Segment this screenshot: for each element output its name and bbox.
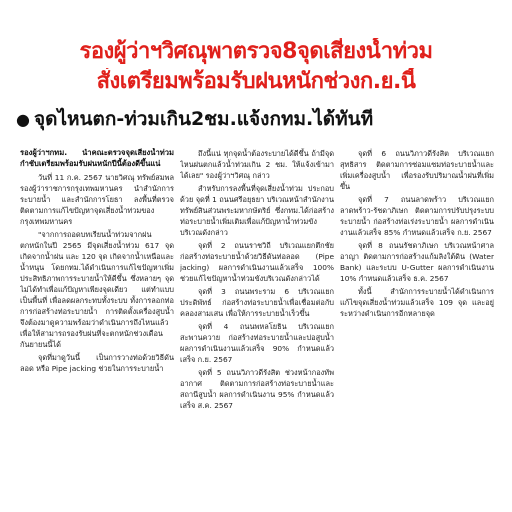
article-column-2 [180,148,334,512]
paragraph: จุดที่ 2 ถนนราชวิถี บริเวณแยกตึกชัย ก่อสร้างท่อระบายน้ำด้วยวิธีดันท่อลอด (Pipe jacking) ผลการดำเนินงานแล้วเสร็จ 100% ช่วยแก้ไขปัญหาน้ำท่วมขังบริเวณดังกล่าวได้ [180,241,334,283]
paragraph: "จากการถอดบทเรียนน้ำท่วมจากฝนตกหนักในปี 2565 มีจุดเสี่ยงน้ำท่วม 617 จุด เกิดจากน้ำฝน และ 120 จุด เกิดจากน้ำเหนือและน้ำหนุน โดยกทม.ได้ดำเนินการแก้ไขปัญหาเพิ่มประสิทธิภาพการระบายน้ำให้ดีขึ้น ซึ่งหลายๆ จุดไม่ได้ทำเพื่อแก้ปัญหาเพียงจุดเดียว แต่ทำแบบเป็นพื้นที่ เพื่อลดผลกระทบทั้งระบบ ทั้งการลอกท่อ การก่อสร้างท่อระบายน้ำ การติดตั้งเครื่องสูบน้ำ จึงต้องมาดูความพร้อมว่าดำเนินการถึงไหนแล้ว เพื่อให้สามารถรองรับฝนที่จะตกหนักช่วงเดือนกันยายนนี้ได้ [20,230,174,349]
paragraph: จุดที่ 4 ถนนพหลโยธิน บริเวณแยกสะพานควาย ก่อสร้างท่อระบายน้ำและบ่อสูบน้ำ ผลการดำเนินงานแล้วเสร็จ 90% กำหนดแล้วเสร็จ ก.ย. 2567 [180,322,334,364]
paragraph: จุดที่ 5 ถนนวิภาวดีรังสิต ช่วงหน้ากองทัพอากาศ ติดตามการก่อสร้างท่อระบายน้ำและสถานีสูบน้ำ ผลการดำเนินงาน 95% กำหนดแล้วเสร็จ ส.ค. 2567 [180,368,334,410]
paragraph: วันที่ 11 ก.ค. 2567 นายวิศณุ ทรัพย์สมพล รองผู้ว่าราชการกรุงเทพมหานคร นำสำนักการระบายน้ำ และสำนักการโยธา ลงพื้นที่ตรวจติดตามการแก้ไขปัญหาจุดเสี่ยงน้ำท่วมของกรุงเทพมหานคร [20,173,174,226]
paragraph: ทั้งนี้ สำนักการระบายน้ำได้ดำเนินการแก้ไขจุดเสี่ยงน้ำท่วมแล้วเสร็จ 109 จุด และอยู่ระหว่างดำเนินการอีกหลายจุด [340,287,494,318]
article-lead: รองผู้ว่าฯกทม. นำคณะตรวจจุดเสี่ยงน้ำท่วม กำชับเตรียมพร้อมรับฝนหนักปีนี้ต้องดีขึ้นแน่ [20,148,174,168]
paragraph: สำหรับการลงพื้นที่จุดเสี่ยงน้ำท่วม ประกอบด้วย จุดที่ 1 ถนนศรีอยุธยา บริเวณหน้าสำนักงานทรัพย์สินส่วนพระมหากษัตริย์ ซึ่งกทม.ได้ก่อสร้างท่อระบายน้ำเพิ่มเติมเพื่อแก้ปัญหาน้ำท่วมขังบริเวณดังกล่าว [180,184,334,237]
paragraph: จุดที่ 7 ถนนลาดพร้าว บริเวณแยกลาดพร้าว-รัชดาภิเษก ติดตามการปรับปรุงระบบระบายน้ำ ก่อสร้างท่อเร่งระบายน้ำ ผลการดำเนินงานแล้วเสร็จ 85% กำหนดแล้วเสร็จ ก.ย. 2567 [340,195,494,237]
paragraph: ถึงนี้แน่ ทุกจุดน้ำต้องระบายได้ดีขึ้น ถ้ามีจุดไหนฝนตกแล้วน้ำท่วมเกิน 2 ชม. ให้แจ้งเข้ามาได้เลย" รองผู้ว่าฯวิศณุ กล่าว [180,149,334,180]
subheadline-text: จุดไหนตก-ท่วมเกิน2ชม.แจ้งกทม.ได้ทันที [33,108,374,130]
bullet-icon: ● [16,110,30,129]
paragraph: จุดที่ 6 ถนนวิภาวดีรังสิต บริเวณแยกสุทธิสาร ติดตามการซ่อมแซมท่อระบายน้ำและเพิ่มเครื่องสูบน้ำ เพื่อรองรับปริมาณน้ำฝนที่เพิ่มขึ้น [340,149,494,191]
headline-line-1: รองผู้ว่าฯวิศณุพาตรวจ8จุดเสี่ยงน้ำท่วม [79,39,433,64]
headline-line-2: สั่งเตรียมพร้อมรับฝนหนักช่วงก.ย.นี้ [96,69,416,94]
article-column-1 [20,148,174,512]
article-column-3 [340,148,494,512]
paragraph: จุดที่ 3 ถนนพระราม 6 บริเวณแยกประดิพัทธ์ ก่อสร้างท่อระบายน้ำเพื่อเชื่อมต่อกับคลองสามเสน เพื่อให้การระบายน้ำเร็วขึ้น [180,287,334,318]
paragraph: จุดที่มาดูวันนี้ เป็นการวางท่อด้วยวิธีดันลอด หรือ Pipe jacking ช่วยในการระบายน้ำ [20,353,174,373]
subheadline [16,106,506,133]
paragraph: จุดที่ 8 ถนนรัชดาภิเษก บริเวณหน้าศาลอาญา ติดตามการก่อสร้างแก้มลิงใต้ดิน (Water Bank) และระบบ U-Gutter ผลการดำเนินงาน 10% กำหนดแล้วเสร็จ ธ.ค. 2567 [340,241,494,283]
